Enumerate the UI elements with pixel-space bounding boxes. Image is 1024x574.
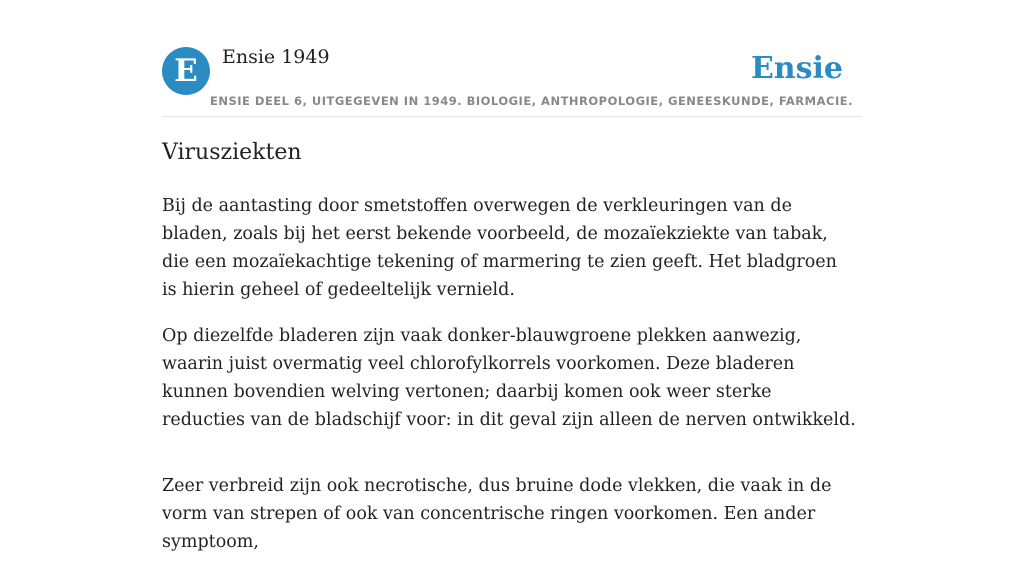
site-header — [162, 0, 862, 117]
article-paragraph: Bij de aantasting door smetstoffen overwegen de verkleuringen van de bladen, zoals bij het eerst bekende voorbeeld, de mozaïekziekte van tabak, die een mozaïekachtige tekening of marmering te zien geeft. Het bladgroen is hierin geheel of gedeeltelijk vernield. — [162, 196, 837, 300]
article-paragraph: Zeer verbreid zijn ook necrotische, dus bruine dode vlekken, die vaak in de vorm van strepen of ook van concentrische ringen voorkomen. Een ander symptoom, — [162, 476, 832, 552]
book-title-link[interactable]: Ensie 1949 — [222, 46, 330, 68]
article-paragraph: Op diezelfde bladeren zijn vaak donker-blauwgroene plekken aanwezig, waarin juist overmatig veel chlorofylkorrels voorkomen. Deze bladeren kunnen bovendien welving vertonen; daarbij komen ook weer sterke reducties van de bladschijf voor: in dit geval zijn alleen de nerven ontwikkeld. — [162, 326, 856, 430]
ensie-logo-icon[interactable]: E — [162, 47, 210, 95]
article-title: Virusziekten — [162, 140, 302, 165]
ensie-brand-link[interactable]: Ensie — [750, 51, 843, 86]
book-subtitle: ENSIE DEEL 6, UITGEGEVEN IN 1949. BIOLOGIE, ANTHROPOLOGIE, GENEESKUNDE, FARMACIE. — [210, 94, 853, 108]
article-body — [162, 192, 862, 574]
